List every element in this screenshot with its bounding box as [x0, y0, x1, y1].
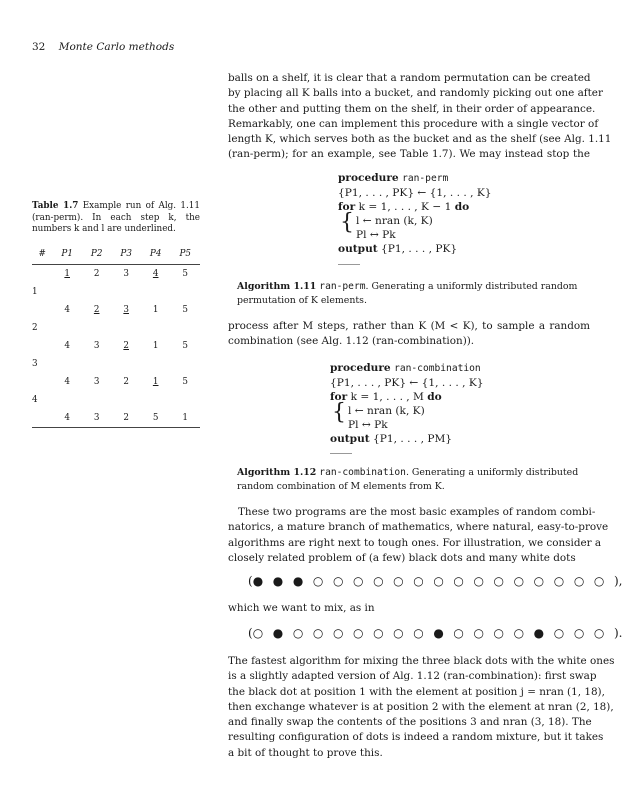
text-line: balls on a shelf, it is clear that a random permutation can be created: [228, 72, 591, 84]
table-cell: 2: [123, 377, 129, 387]
table-cell: [141, 355, 171, 373]
caption-label: Algorithm 1.12: [237, 467, 317, 478]
table-cell: 1: [152, 377, 159, 387]
table-cell: [141, 319, 171, 337]
text-line: These two programs are the most basic examples of random combi-: [238, 506, 596, 518]
caption-name: ran-perm: [319, 281, 366, 292]
step-cell: [32, 337, 52, 355]
table-cell: 3: [123, 305, 129, 315]
table-cell: [111, 283, 141, 301]
dot-sequence-mixed: [248, 626, 622, 640]
algo-line: Pl ↔ Pk: [356, 229, 396, 241]
algorithm-caption: [237, 466, 587, 494]
table-row: [32, 391, 200, 409]
paren: ),: [613, 574, 623, 588]
algo-line: k = 1, . . . , K − 1: [358, 201, 452, 213]
text-line: which we want to mix, as in: [228, 602, 375, 614]
table-cell: [141, 391, 171, 409]
algo-line: {P1, . . . , PK}: [381, 243, 458, 255]
table-caption-text: Example run of Alg. 1.11 (ran-perm). In each step k, the numbers k and l are underlined.: [32, 201, 200, 234]
table-cell: 3: [93, 377, 100, 387]
procedure-name: ran-combination: [394, 363, 481, 374]
table-cell: 1: [152, 341, 159, 351]
algorithm-ran-perm: [338, 171, 568, 256]
table-cell: 2: [93, 305, 100, 315]
table-cell: [52, 283, 82, 301]
caption-label: Algorithm 1.11: [237, 281, 317, 292]
table-cell: 3: [123, 269, 129, 279]
paren: ).: [613, 626, 623, 640]
table-cell: [170, 283, 200, 301]
brace-icon: {: [332, 400, 346, 425]
dots: ●●●○○○○○○○○○○○○○○○: [252, 574, 614, 588]
table-cell: 5: [141, 409, 171, 428]
keyword: output: [338, 243, 378, 255]
table-header-row: [32, 244, 200, 265]
caption-text: . Generating a uniformly distributed random combination of M elements from K.: [237, 467, 579, 492]
dots: ○●○○○○○○○●○○○○●○○○: [252, 626, 614, 640]
step-cell: 1: [32, 287, 38, 297]
text-line: and finally swap the contents of the positions 3 and nran (3, 18). The: [228, 716, 592, 729]
algo-line: {P1, . . . , PK} ← {1, . . . , K}: [330, 377, 484, 389]
caption-text: . Generating a uniformly distributed random permutation of K elements.: [237, 281, 578, 306]
text-line: a bit of thought to prove this.: [228, 746, 383, 759]
text-line: The fastest algorithm for mixing the three black dots with the white ones: [228, 655, 615, 667]
text-line: closely related problem of (a few) black dots and many white dots: [228, 551, 576, 564]
table-cell: 3: [82, 409, 112, 428]
text-line: (ran-perm); for an example, see Table 1.7). We may instead stop the: [228, 148, 590, 161]
table-row: [32, 319, 200, 337]
table-row: [32, 355, 200, 373]
paragraph-5: [228, 654, 615, 761]
step-cell: 3: [32, 359, 38, 369]
table-cell: 1: [64, 269, 70, 279]
text-line: the other and putting them on the shelf, in their order of appearance.: [228, 102, 596, 115]
table-caption: [32, 201, 200, 236]
page-number: 32: [32, 41, 46, 53]
page-header: [32, 41, 174, 53]
text-line: is a slightly adapted version of Alg. 1.12 (ran-combination): first swap: [228, 670, 597, 683]
algo-line: {P1, . . . , PK} ← {1, . . . , K}: [338, 187, 492, 199]
paragraph-2: [228, 319, 590, 350]
algo-line: l ← nran (k, K): [348, 405, 425, 417]
text-line: the black dot at position 1 with the element at position j = nran (1, 18),: [228, 685, 605, 698]
column-header: P5: [170, 244, 200, 265]
table-caption-label: Table 1.7: [32, 201, 79, 211]
table-cell: [111, 355, 141, 373]
keyword: for: [330, 391, 348, 403]
table-cell: [170, 319, 200, 337]
table-cell: [82, 355, 112, 373]
table-cell: [52, 355, 82, 373]
keyword: do: [454, 201, 470, 213]
keyword: for: [338, 201, 356, 213]
text-line: length K, which serves both as the bucket and as the shelf (see Alg. 1.11: [228, 133, 612, 146]
caption-name: ran-combination: [319, 467, 406, 478]
procedure-name: ran-perm: [402, 173, 449, 184]
table-cell: [82, 391, 112, 409]
step-cell: 4: [32, 395, 38, 405]
table-cell: 4: [64, 305, 70, 315]
column-header: #: [32, 244, 52, 265]
table-cell: 2: [123, 341, 129, 351]
algo-end-rule: [338, 264, 360, 265]
table-row: [32, 409, 200, 428]
table-cell: [82, 283, 112, 301]
column-header: P1: [52, 244, 82, 265]
table-cell: 5: [182, 377, 189, 387]
column-header: P3: [111, 244, 141, 265]
table-cell: [111, 391, 141, 409]
running-title: Monte Carlo methods: [58, 41, 175, 53]
table-cell: 2: [93, 269, 100, 279]
paragraph-1: [228, 71, 612, 163]
table-cell: 4: [52, 409, 82, 428]
text-line: Remarkably, one can implement this procedure with a single vector of: [228, 117, 599, 130]
table-cell: [52, 391, 82, 409]
algo-end-rule: [330, 453, 352, 454]
column-header: P2: [82, 244, 112, 265]
text-line: by placing all K balls into a bucket, and randomly picking out one after: [228, 87, 603, 100]
table-row: [32, 337, 200, 355]
keyword: procedure: [338, 172, 399, 184]
keyword: procedure: [330, 362, 391, 374]
paragraph-4: [228, 601, 590, 616]
table-row: [32, 373, 200, 391]
paragraph-3: [228, 505, 609, 566]
table-row: [32, 283, 200, 301]
table-cell: 5: [182, 305, 189, 315]
table-cell: 4: [64, 377, 70, 387]
algo-line: {P1, . . . , PM}: [373, 433, 453, 445]
table-cell: [170, 391, 200, 409]
example-run-table: [32, 244, 200, 428]
table-cell: 1: [152, 305, 159, 315]
algorithm-ran-combination: [330, 361, 570, 446]
table-cell: [170, 355, 200, 373]
table-cell: [52, 319, 82, 337]
paren: (: [248, 574, 253, 588]
table-row: [32, 265, 200, 284]
text-line: process after M steps, rather than K (M < K), to sample a random: [228, 320, 590, 332]
table-cell: 2: [111, 409, 141, 428]
step-cell: [32, 373, 52, 391]
table-cell: [141, 283, 171, 301]
algo-line: l ← nran (k, K): [356, 215, 433, 227]
brace-icon: {: [340, 210, 354, 235]
dot-sequence-ordered: [248, 574, 622, 588]
table-cell: 5: [182, 269, 189, 279]
column-header: P4: [141, 244, 171, 265]
table-cell: 5: [182, 341, 189, 351]
table-cell: 4: [64, 341, 70, 351]
keyword: do: [427, 391, 442, 403]
table-cell: [111, 319, 141, 337]
step-cell: [32, 265, 52, 284]
text-line: natorics, a mature branch of mathematics, where natural, easy-to-prove: [228, 521, 609, 534]
table-cell: 3: [93, 341, 100, 351]
keyword: output: [330, 433, 370, 445]
step-cell: [32, 409, 52, 428]
algo-line: Pl ↔ Pk: [348, 419, 388, 431]
table-row: [32, 301, 200, 319]
step-cell: [32, 301, 52, 319]
algo-line: k = 1, . . . , M: [350, 391, 424, 403]
text-line: resulting configuration of dots is indeed a random mixture, but it takes: [228, 731, 604, 744]
step-cell: 2: [32, 323, 38, 333]
table-cell: 1: [170, 409, 200, 428]
text-line: then exchange whatever is at position 2 with the element at nran (2, 18),: [228, 700, 614, 713]
table-cell: [82, 319, 112, 337]
text-line: algorithms are right next to tough ones. For illustration, we consider a: [228, 536, 602, 549]
algorithm-caption: [237, 280, 587, 308]
text-line: combination (see Alg. 1.12 (ran-combination)).: [228, 335, 475, 348]
paren: (: [248, 626, 253, 640]
table-cell: 4: [152, 269, 159, 279]
